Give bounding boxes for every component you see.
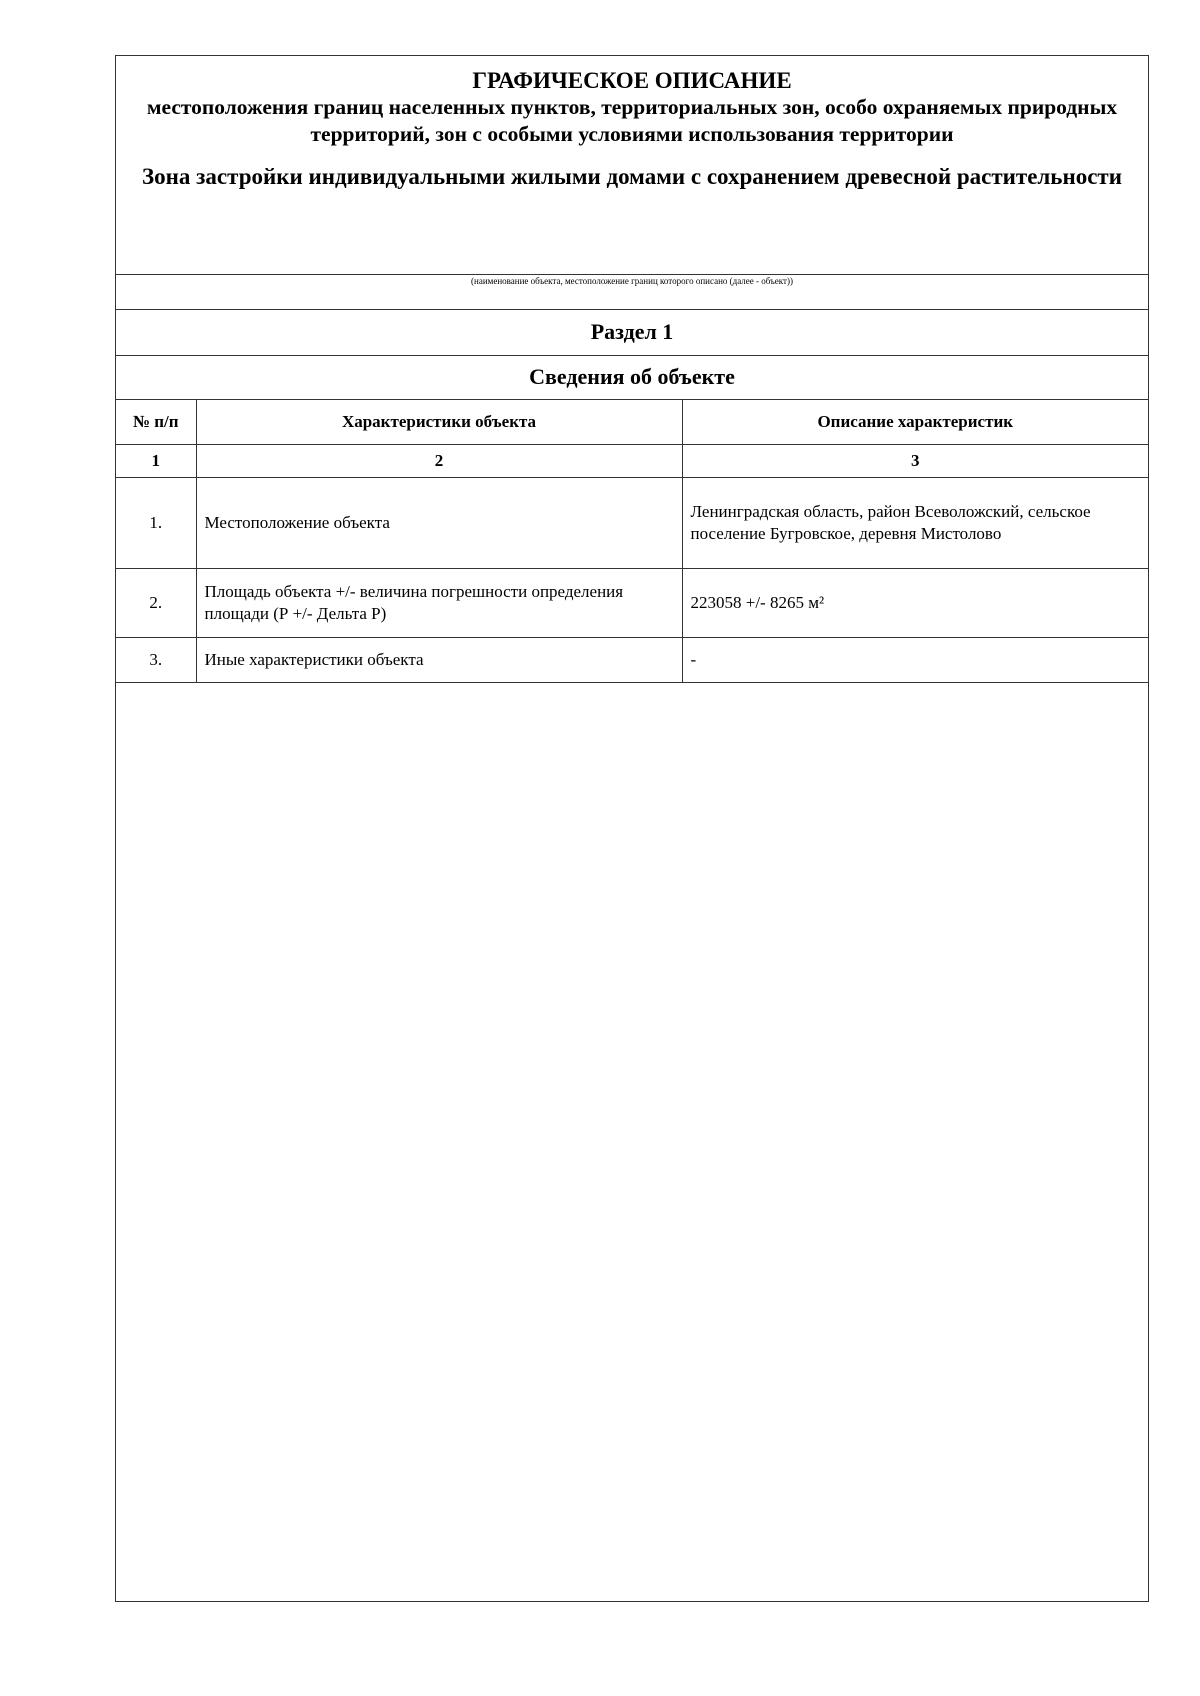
row-description: Ленинградская область, район Всеволожский, сельское поселение Бугровское, деревня Мистолово bbox=[682, 478, 1148, 569]
row-number: 2. bbox=[116, 569, 196, 638]
document-subtitle: местоположения границ населенных пунктов, территориальных зон, особо охраняемых природных территорий, зон с особыми условиями использования территории bbox=[146, 95, 1118, 146]
section-title: Сведения об объекте bbox=[116, 355, 1148, 400]
column-header-description: Описание характеристик bbox=[682, 400, 1148, 445]
row-description: 223058 +/- 8265 м² bbox=[682, 569, 1148, 638]
row-characteristic: Иные характеристики объекта bbox=[196, 638, 682, 683]
column-number-row bbox=[116, 445, 1148, 478]
table-header-row bbox=[116, 400, 1148, 445]
object-caption: (наименование объекта, местоположение границ которого описано (далее - объект)) bbox=[116, 274, 1148, 310]
table-row bbox=[116, 478, 1148, 569]
table-row bbox=[116, 638, 1148, 683]
document-header bbox=[116, 56, 1148, 275]
document-frame bbox=[115, 55, 1149, 1602]
column-number-2: 2 bbox=[196, 445, 682, 478]
object-name: Зона застройки индивидуальными жилыми домами с сохранением древесной растительности bbox=[142, 164, 1122, 189]
table-row bbox=[116, 569, 1148, 638]
column-header-number: № п/п bbox=[116, 400, 196, 445]
column-number-3: 3 bbox=[682, 445, 1148, 478]
column-number-1: 1 bbox=[116, 445, 196, 478]
row-characteristic: Местоположение объекта bbox=[196, 478, 682, 569]
row-description: - bbox=[682, 638, 1148, 683]
object-info-table bbox=[116, 399, 1148, 683]
column-header-characteristic: Характеристики объекта bbox=[196, 400, 682, 445]
row-characteristic: Площадь объекта +/- величина погрешности определения площади (Р +/- Дельта Р) bbox=[196, 569, 682, 638]
row-number: 1. bbox=[116, 478, 196, 569]
section-heading: Раздел 1 bbox=[116, 309, 1148, 356]
document-title: ГРАФИЧЕСКОЕ ОПИСАНИЕ bbox=[472, 68, 792, 93]
row-number: 3. bbox=[116, 638, 196, 683]
